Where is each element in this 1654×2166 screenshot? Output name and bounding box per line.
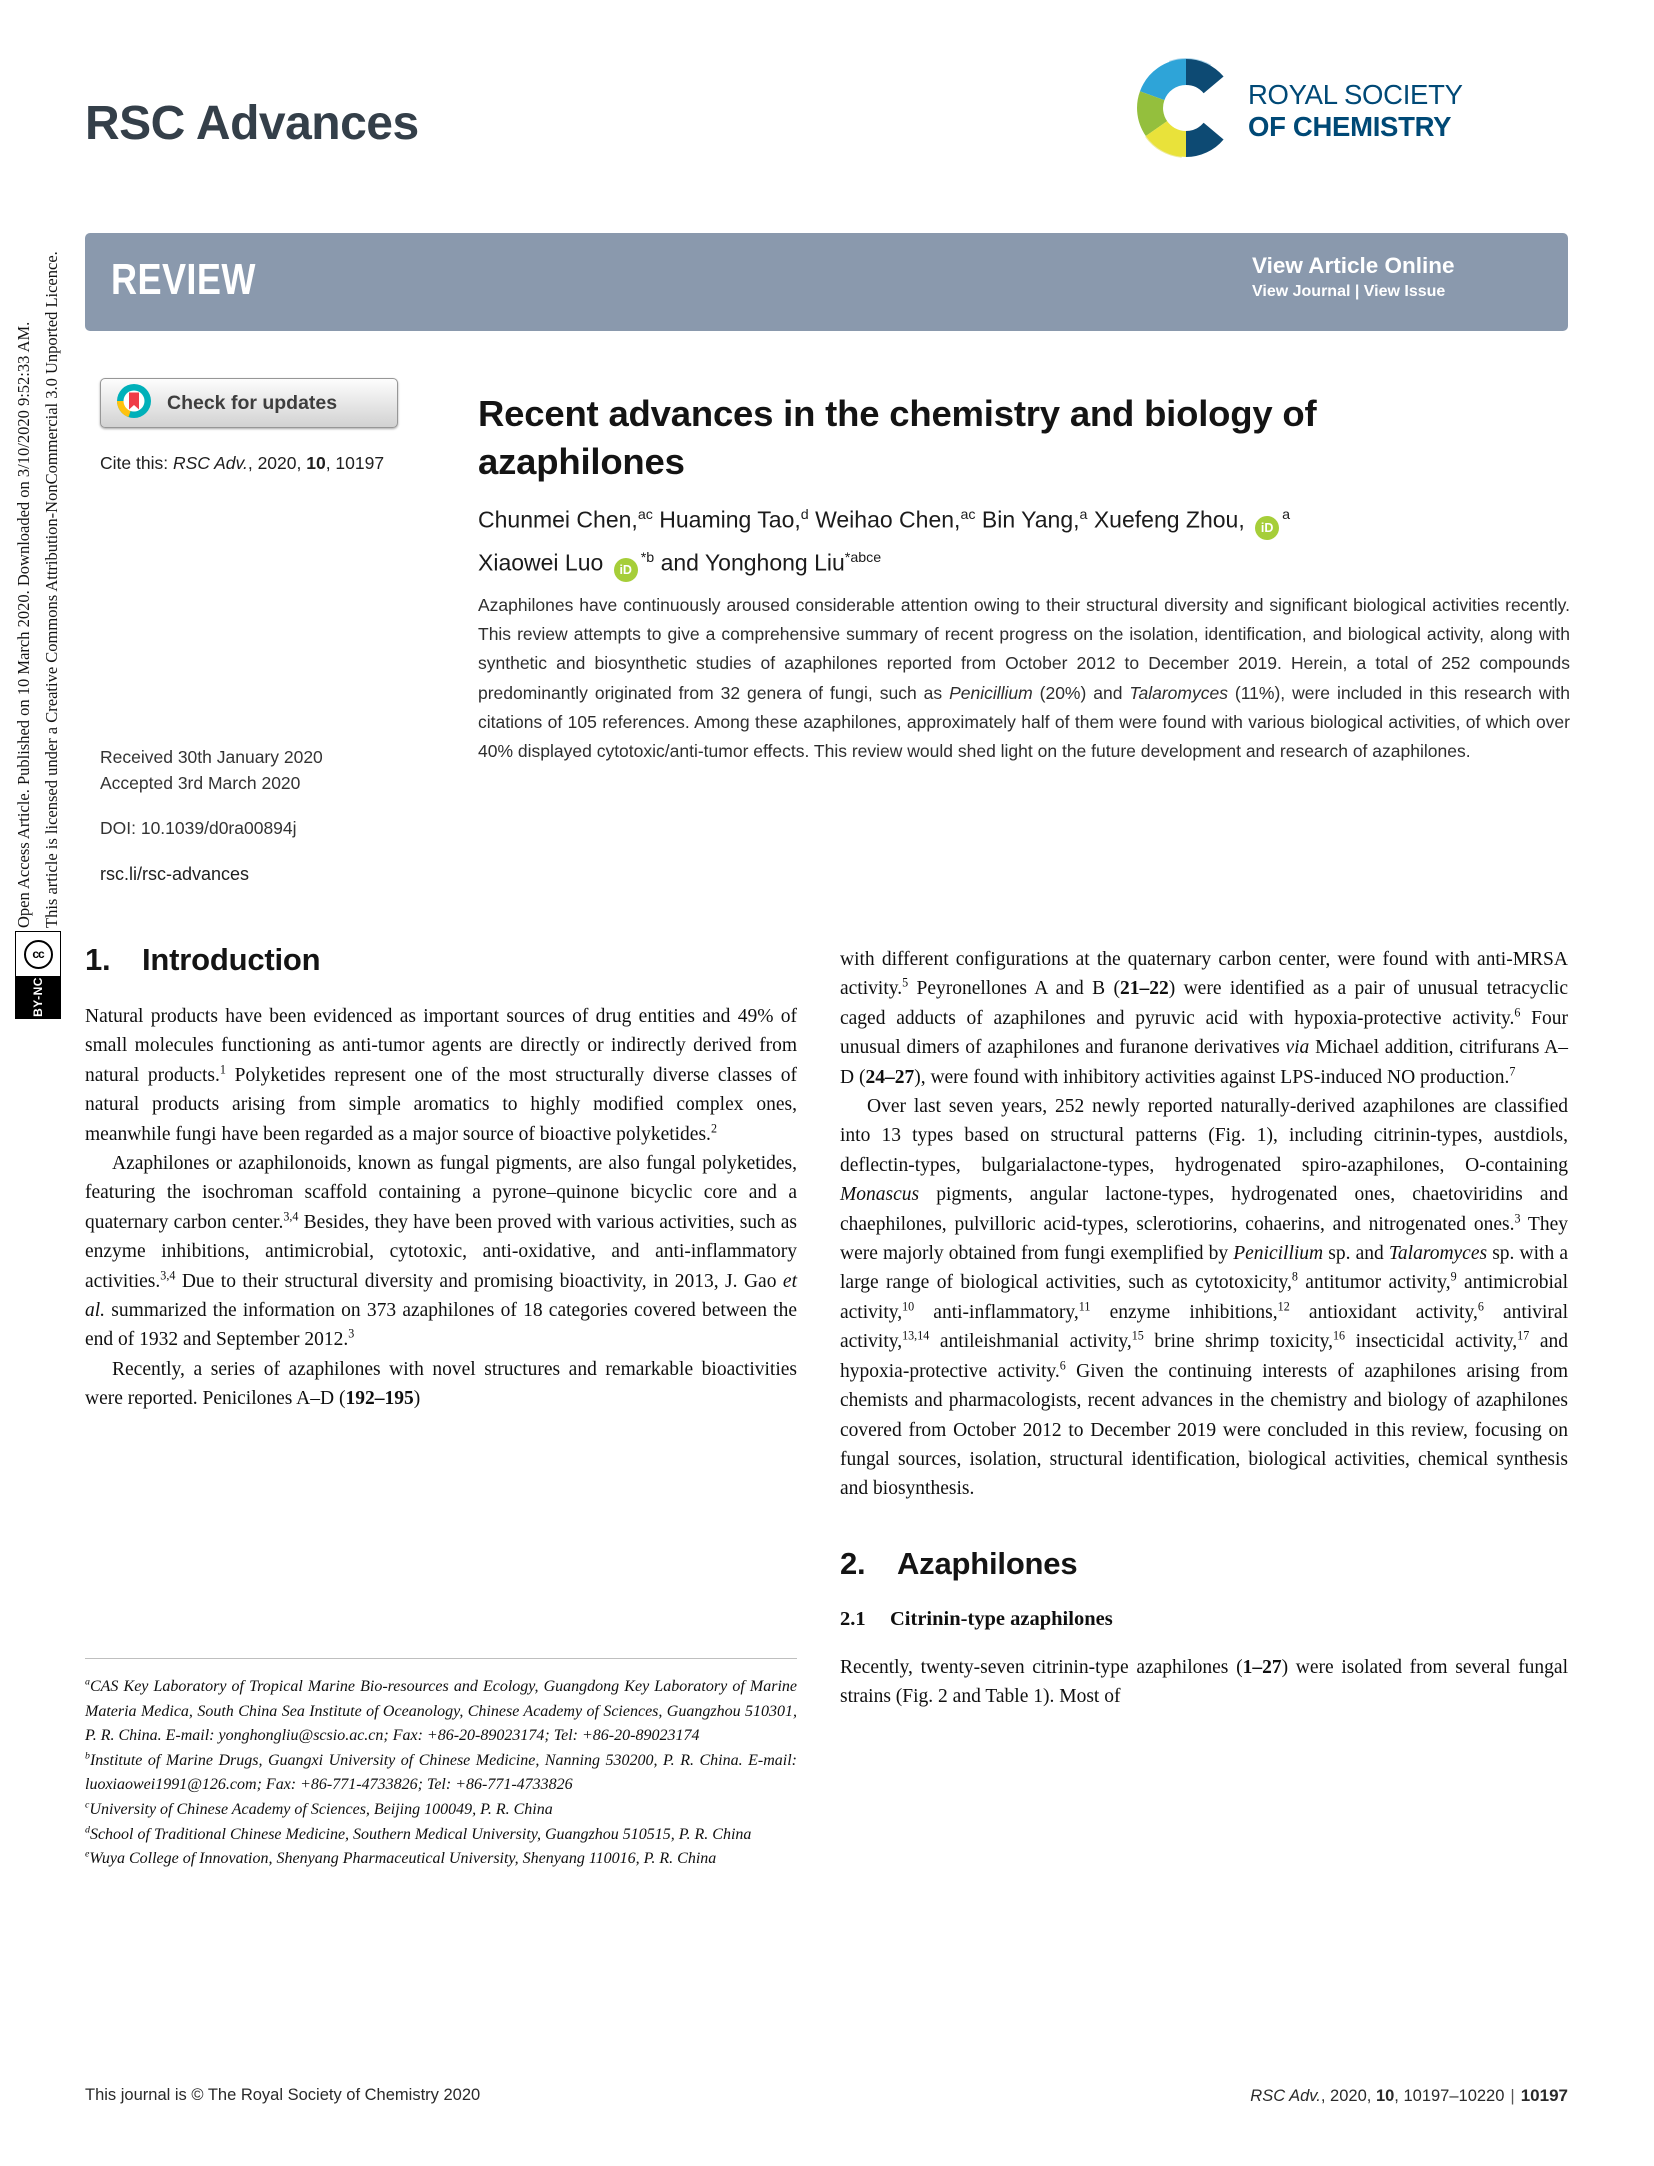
orcid-icon[interactable]: iD [1255,516,1279,540]
cc-license-label: BY-NC [16,976,60,1018]
footer-journal-ref: RSC Adv., 2020, 10, 10197–10220 [1250,2087,1505,2105]
paragraph: Over last seven years, 252 newly reported naturally-derived azaphilones are classified into 13 types based on structural patterns (Fig. 1), including citrinin-types, austdiols, deflectin-types, bulgarialactone-types, hydrogenated spiro-azaphilones, O-containing Monascus pigments, angular lactone-types, hydrogenated ones, chaetoviridins and chaephilones, pulvilloric acid-types, sclerotiorins, cohaerins, and nitrogenated ones.$^3$ They were majorly obtained from fungi exemplified by Penicillium sp. and Talaromyces sp. with a large range of biological activities, such as cytotoxicity,$^8$ antitumor activity,$^9$ antimicrobial activity,$^{10}$ anti-inflammatory,$^{11}$ enzyme inhibitions,$^{12}$ antioxidant activity,$^6$ antiviral activity,$^{13,14}$ antileishmanial activity,$^{15}$ brine shrimp toxicity,$^{16}$ insecticidal activity,$^{17}$ and hypoxia-protective activity.$^6$ Given the continuing interests of azaphilones arising from chemists and pharmacologists, recent advances in the chemistry and biology of azaphilones covered from October 2012 to December 2019 were concluded in this review, focusing on fungal sources, isolation, structural identification, biological activities, chemical synthesis and biosynthesis. [840,1096,1569,1500]
paragraph: with different configurations at the quaternary carbon center, were found with anti-MRSA activity.$^5$ Peyronellones A and B (21–22) were identified as a pair of unusual tetracyclic caged adducts of azaphilones and pyruvic acid with hypoxia-protective activity.$^6$ Four unusual dimers of azaphilones and furanone derivatives via Michael addition, citrifurans A–D (24–27), were found with inhibitory activities against LPS-induced NO production.$^7$ [840,949,1568,1088]
journal-name: RSC Advances [85,97,419,150]
check-for-updates-button[interactable] [100,378,398,428]
page-number: 10197 [1520,2086,1568,2105]
citation-line: Cite this: RSC Adv., 2020, 10, 10197 [100,453,385,473]
received-date: Received 30th January 2020 [100,747,323,767]
view-article-online-link[interactable]: View Article Online [1252,253,1455,278]
paragraph: Recently, twenty-seven citrinin-type azaphilones (1–27) were isolated from several fungal strains (Fig. 2 and Table 1). Most of [840,1656,1569,1708]
cc-icon: cc [16,932,60,976]
footer-divider: | [1510,2087,1515,2105]
paragraph: Recently, a series of azaphilones with novel structures and remarkable bioactivities were reported. Penicilones A–D (192–195) [85,1358,797,1410]
footnote-rule [85,1658,797,1659]
rsc-logo-icon [1136,56,1236,165]
check-for-updates-label: Check for updates [167,391,338,414]
view-journal-issue-links[interactable]: View Journal | View Issue [1252,283,1446,300]
orcid-icon[interactable]: iD [614,558,638,582]
footnote-d: $^d$School of Traditional Chinese Medicine, Southern Medical University, Guangzhou 510515, P. R. China [85,1824,752,1843]
rsc-logo [1136,56,1463,165]
right-column [840,945,1568,1712]
footer-citation [1250,2086,1568,2106]
dates-block [100,744,323,796]
cc-by-nc-badge[interactable] [15,931,61,1019]
footnote-b: $^b$Institute of Marine Drugs, Guangxi University of Chinese Medicine, Nanning 530200, P. R. China. E-mail: luoxiaowei1991@126.com; Fax: +86-771-4733826; Tel: +86-771-4733826 [85,1750,797,1794]
sidebar-open-access-note: Open Access Article. Published on 10 March 2020. Downloaded on 3/10/2020 9:52:33 AM. [14,321,33,928]
sidebar-license-note: This article is licensed under a Creative Commons Attribution-NonCommercial 3.0 Unported Licence. [42,251,61,928]
section-1-heading: 1. Introduction [85,942,321,977]
section-2-1-heading: 2.1 Citrinin-type azaphilones [840,1607,1113,1630]
journal-url-link[interactable]: rsc.li/rsc-advances [100,864,250,884]
footnote-a: $^a$CAS Key Laboratory of Tropical Marine Bio-resources and Ecology, Guangdong Key Laboratory of Marine Materia Medica, South China Sea Institute of Oceanology, Chinese Academy of Sciences, Guangzhou 510301, P. R. China. E-mail: yonghongliu@scsio.ac.cn; Fax: +86-20-89023174; Tel: +86-20-89023174 [85,1676,797,1745]
left-column [85,942,797,1414]
article-title: Recent advances in the chemistry and biology of azaphilones [478,393,1317,483]
accepted-date: Accepted 3rd March 2020 [100,773,301,793]
paragraph: Azaphilones or azaphilonoids, known as fungal pigments, are also fungal polyketides, featuring the isochroman scaffold containing a pyrone–quinone bicyclic core and a quaternary carbon center.$^{3,4}$ Besides, they have been proved with various activities, such as enzyme inhibitions, antimicrobial, cytotoxic, anti-oxidative, and anti-inflammatory activities.$^{3,4}$ Due to their structural diversity and promising bioactivity, in 2013, J. Gao et al. summarized the information on 373 azaphilones of 18 categories covered between the end of 1932 and September 2012.$^3$ [85,1153,797,1351]
doi: DOI: 10.1039/d0ra00894j [100,818,297,838]
affiliations-footnotes [85,1658,797,1872]
footnote-e: $^e$Wuya College of Innovation, Shenyang Pharmaceutical University, Shenyang 110016, P. R. China [85,1848,717,1868]
rsc-logo-text: ROYAL SOCIETY OF CHEMISTRY [1248,78,1463,142]
footnote-c: $^c$University of Chinese Academy of Sciences, Beijing 100049, P. R. China [85,1799,553,1818]
article-type-label: REVIEW [111,255,256,304]
copyright-note: This journal is © The Royal Society of Chemistry 2020 [85,2086,481,2104]
section-2-heading: 2. Azaphilones [840,1545,1078,1581]
abstract: Azaphilones have continuously aroused considerable attention owing to their structural diversity and significant biological activities recently. This review attempts to give a comprehensive summary of recent progress on the isolation, identification, and biological activity, along with synthetic and biosynthetic studies of azaphilones reported from October 2012 to December 2019. Herein, a total of 252 compounds predominantly originated from 32 genera of fungi, such as Penicillium (20%) and Talaromyces (11%), were included in this research with citations of 105 references. Among these azaphilones, approximately half of them were found with various biological activities, of which over 40% displayed cytotoxic/anti-tumor effects. This review would shed light on the future development and research of azaphilones. [478,595,1570,762]
author-list: Chunmei Chen,$^{ac}$ Huaming Tao,$^d$ Weihao Chen,$^{ac}$ Bin Yang,$^a$ Xuefeng Zhou, $iD^a$ Xiaowei Luo $iD^{*b}$ and Yonghong Liu$^{*abce}$ [478,497,1573,582]
review-banner [85,233,1568,331]
crossmark-icon [116,383,152,424]
paragraph: Natural products have been evidenced as important sources of drug entities and 49% of small molecules functioning as anti-tumor agents are directly or indirectly derived from natural products.$^1$ Polyketides represent one of the most structurally diverse classes of natural products arising from simple aromatics to highly modified complex ones, meanwhile fungi have been regarded as a major source of bioactive polyketides.$^2$ [85,1006,797,1145]
